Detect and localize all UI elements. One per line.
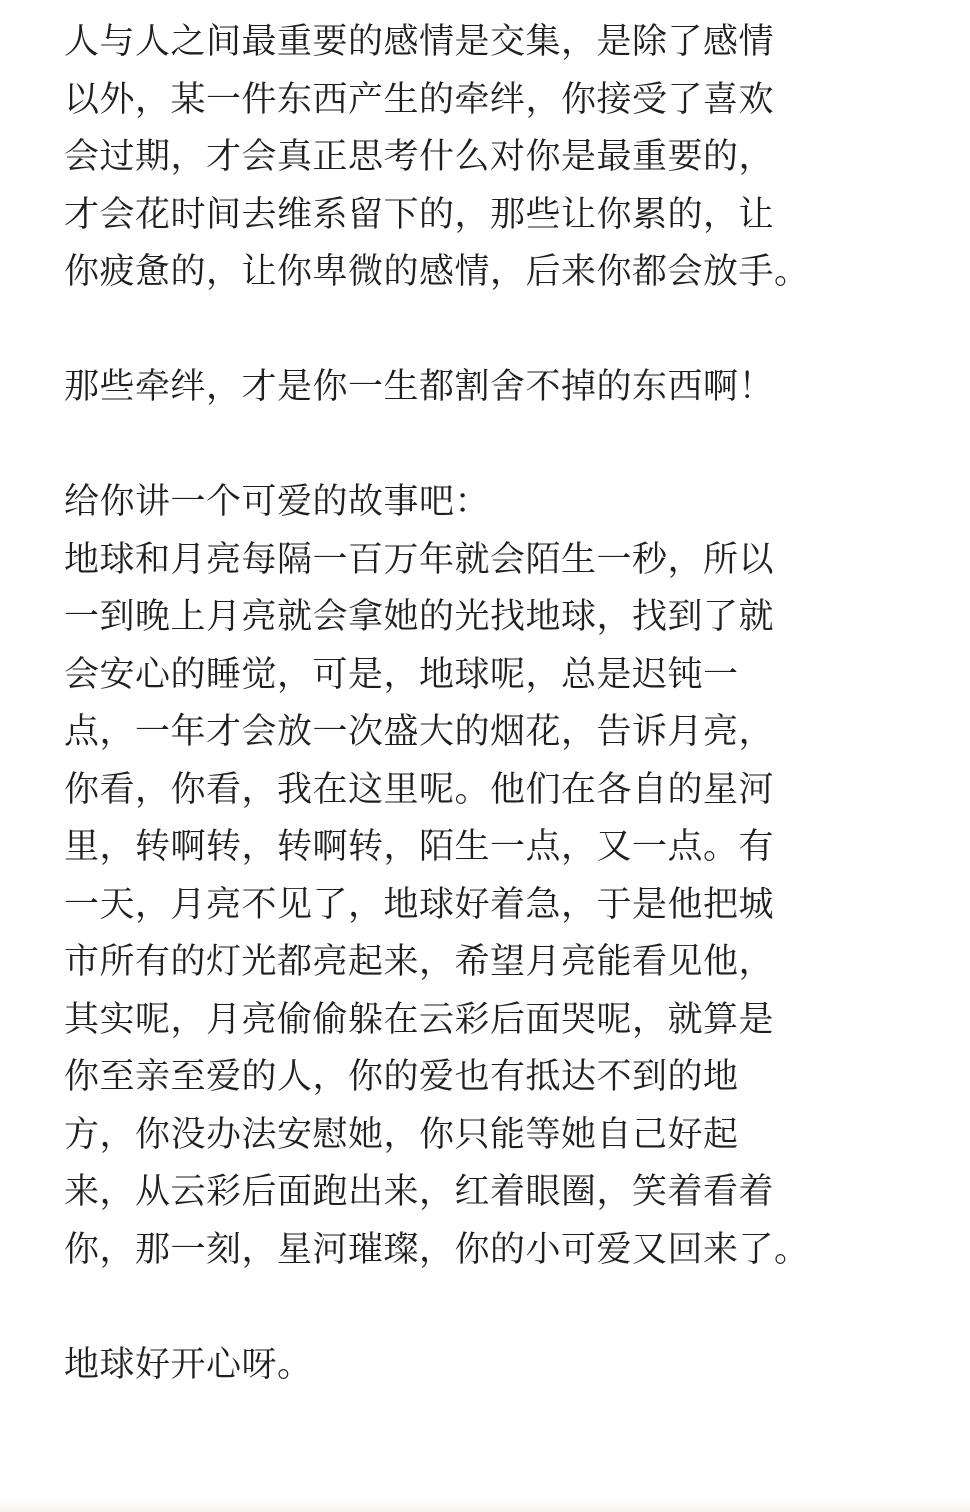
text-line: 你疲惫的，让你卑微的感情，后来你都会放手。: [64, 252, 810, 292]
paragraph-gap: [64, 302, 944, 360]
text-line: 市所有的灯光都亮起来，希望月亮能看见他，: [64, 942, 775, 982]
text-line: 才会花时间去维系留下的，那些让你累的，让: [64, 194, 775, 235]
text-line: 点，一年才会放一次盛大的烟花，告诉月亮，: [64, 712, 775, 752]
text-line: 地球好开心呀。: [64, 1344, 313, 1385]
text-line: 给你讲一个可爱的故事吧：: [64, 482, 491, 522]
text-line: 你至亲至爱的人，你的爱也有抵达不到的地: [64, 1057, 739, 1097]
paragraph-2: [64, 359, 944, 417]
text-line: 其实呢，月亮偷偷躲在云彩后面哭呢，就算是: [64, 999, 775, 1040]
text-line: 你，那一刻，星河璀璨，你的小可爱又回来了。: [64, 1229, 810, 1270]
text-line: 方，你没办法安慰她，你只能等她自己好起: [64, 1114, 739, 1155]
text-line: 来，从云彩后面跑出来，红着眼圈，笑着看着: [64, 1172, 775, 1212]
text-line: 一天，月亮不见了，地球好着急，于是他把城: [64, 884, 775, 925]
text-line: 会过期，才会真正思考什么对你是最重要的，: [64, 137, 775, 177]
paragraph-1: [64, 14, 944, 302]
article-text: [64, 14, 944, 1394]
text-line: 你看，你看，我在这里呢。他们在各自的星河: [64, 769, 775, 810]
paragraph-gap: [64, 1279, 944, 1337]
paragraph-gap: [64, 417, 944, 475]
paragraph-4: [64, 1337, 944, 1395]
text-line: 一到晚上月亮就会拿她的光找地球，找到了就: [64, 597, 775, 637]
text-line: 以外，某一件东西产生的牵绊，你接受了喜欢: [64, 79, 775, 120]
text-line: 会安心的睡觉，可是，地球呢，总是迟钝一: [64, 654, 739, 695]
text-line: 那些牵绊，才是你一生都割舍不掉的东西啊！: [64, 367, 775, 407]
text-line: 人与人之间最重要的感情是交集，是除了感情: [64, 22, 775, 62]
text-line: 地球和月亮每隔一百万年就会陌生一秒，所以: [64, 539, 775, 580]
text-line: 里，转啊转，转啊转，陌生一点，又一点。有: [64, 827, 775, 867]
paragraph-3: [64, 474, 944, 1279]
bottom-edge: [0, 1498, 970, 1512]
